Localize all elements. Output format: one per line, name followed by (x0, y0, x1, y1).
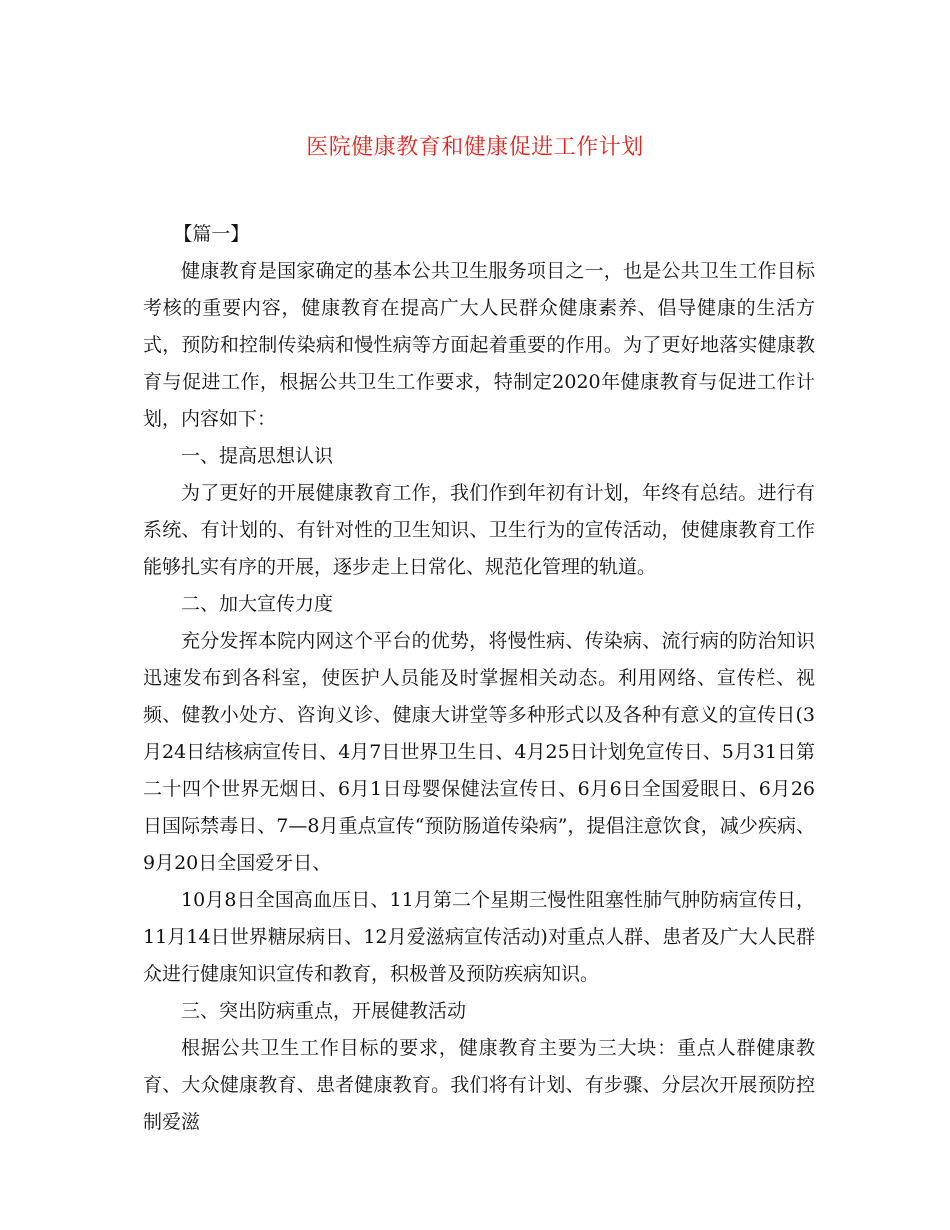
section-heading-1: 一、提高思想认识 (181, 445, 334, 467)
paragraph-intro: 健康教育是国家确定的基本公共卫生服务项目之一，也是公共卫生工作目标考核的重要内容，健康教育在提高广大人民群众健康素养、倡导健康的生活方式，预防和控制传染病和慢性病等方面起着重要的作用。为了更好地落实健康教育与促进工作，根据公共卫生工作要求，特制定2020年健康教育与促进工作计划，内容如下： (143, 260, 815, 430)
document-title: 医院健康教育和健康促进工作计划 (306, 135, 644, 160)
section-marker: 【篇一】 (173, 223, 250, 245)
paragraph-3: 根据公共卫生工作目标的要求，健康教育主要为三大块：重点人群健康教育、大众健康教育、患者健康教育。我们将有计划、有步骤、分层次开展预防控制爱滋 (143, 1037, 815, 1133)
section-heading-3: 三、突出防病重点，开展健教活动 (181, 1000, 467, 1022)
paragraph-2: 充分发挥本院内网这个平台的优势，将慢性病、传染病、流行病的防治知识迅速发布到各科室，使医护人员能及时掌握相关动态。利用网络、宣传栏、视频、健教小处方、咨询义诊、健康大讲堂等多种形式以及各种有意义的宣传日(3月24日结核病宣传日、4月7日世界卫生日、4月25日计划免宣传日、5月31日第二十四个世界无烟日、6月1日母婴保健法宣传日、6月6日全国爱眼日、6月26日国际禁毒日、7—8月重点宣传“预防肠道传染病”，提倡注意饮食，减少疾病、9月20日全国爱牙日、 (143, 630, 815, 874)
paragraph-2-continued: 10月8日全国高血压日、11月第二个星期三慢性阻塞性肺气肿防病宣传日，11月14日世界糖尿病日、12月爱滋病宣传活动)对重点人群、患者及广大人民群众进行健康知识宣传和教育，积极普及预防疾病知识。 (143, 889, 815, 985)
document-body (143, 216, 815, 1141)
paragraph-1: 为了更好的开展健康教育工作，我们作到年初有计划，年终有总结。进行有系统、有计划的、有针对性的卫生知识、卫生行为的宣传活动，使健康教育工作能够扎实有序的开展，逐步走上日常化、规范化管理的轨道。 (143, 482, 815, 578)
section-heading-2: 二、加大宣传力度 (181, 593, 334, 615)
